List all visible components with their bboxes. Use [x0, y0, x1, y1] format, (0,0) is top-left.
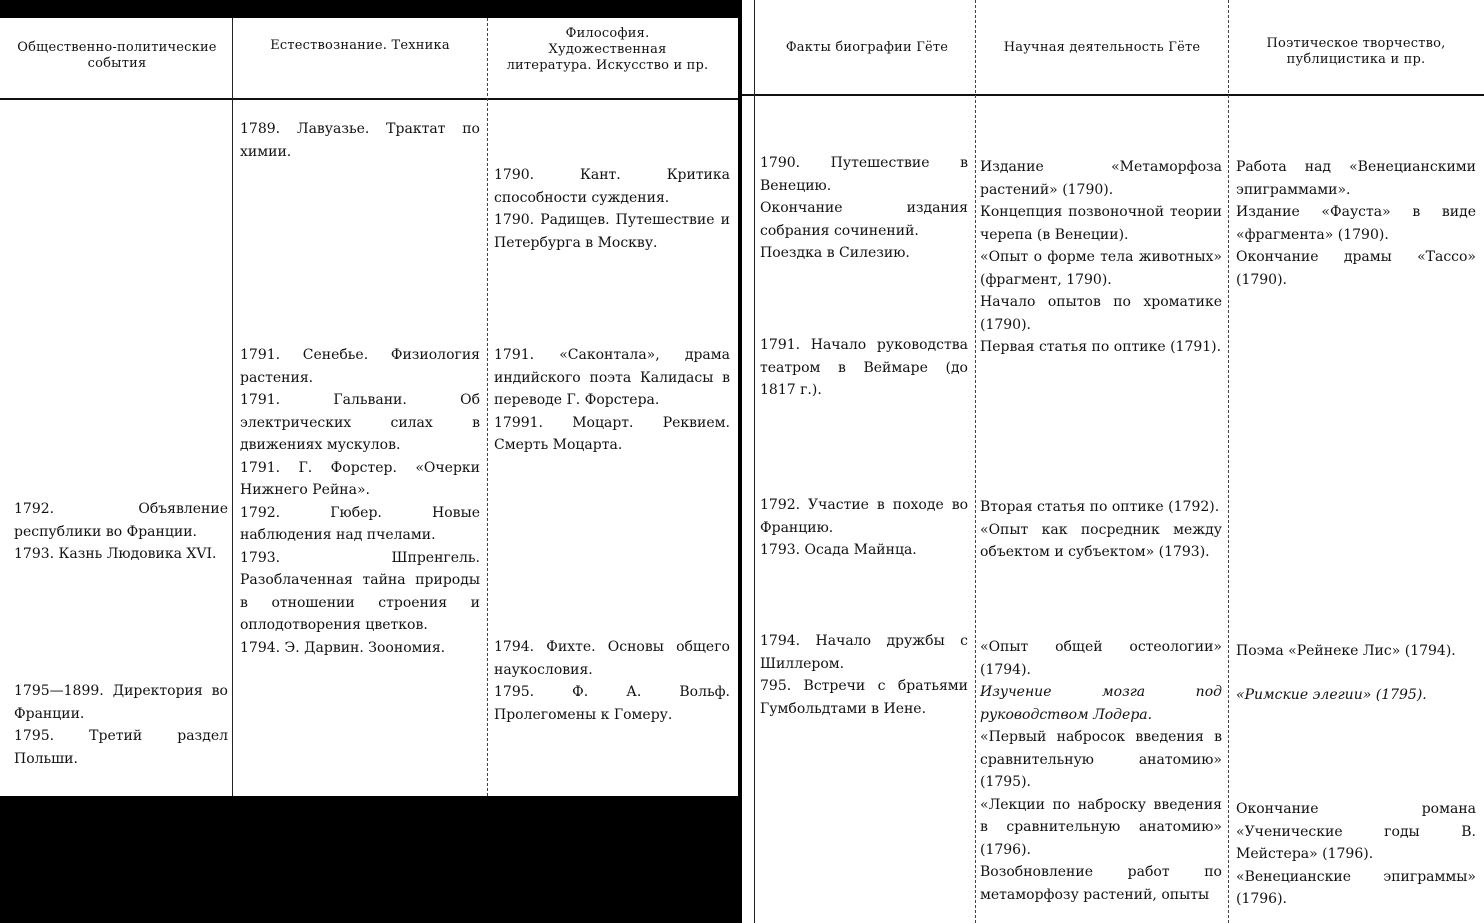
biography-entry: 1793. Осада Майнца.: [760, 542, 917, 558]
philosophy-entry: 1791. «Саконтала», драма индийского поэта Калидасы в переводе Г. Форстера.: [494, 347, 730, 408]
science-entry: 1793. Шпренгель. Разоблаченная тайна природы в отношении строения и оплодотворения цветков.: [240, 549, 480, 633]
political-events-cell: [14, 498, 228, 566]
political-event-entry: 1793. Казнь Людовика XVI.: [14, 546, 217, 562]
political-event-entry: 1792. Объявление республики во Франции.: [14, 501, 228, 540]
philosophy-cell: [494, 636, 730, 726]
scientific-cell: [980, 496, 1222, 564]
poetry-entry: Окончание драмы «Тассо» (1790).: [1236, 249, 1476, 288]
scientific-entry: Возобновление работ по метаморфозу растений, опыты: [980, 864, 1222, 903]
biography-entry: 1791. Начало руководства театром в Веймаре (до 1817 г.).: [760, 337, 968, 398]
scientific-entry: «Опыт общей остеологии» (1794).: [980, 639, 1222, 678]
scientific-cell: [980, 156, 1222, 359]
science-cell: [240, 118, 480, 163]
biography-cell: [760, 334, 968, 402]
right-page: [742, 0, 1484, 923]
poetry-cell: [1236, 156, 1476, 291]
header-rule: [742, 94, 1484, 96]
scientific-entry: «Опыт о форме тела животных» (фрагмент, 1790).: [980, 249, 1222, 288]
column-divider: [232, 18, 233, 796]
biography-cell: [760, 152, 968, 265]
header-poetry: Поэтическое творчество, публицистика и пр.: [1266, 36, 1446, 67]
philosophy-entry: 1795. Ф. А. Вольф. Пролегомены к Гомеру.: [494, 684, 730, 723]
poetry-cell: [1236, 798, 1476, 911]
philosophy-entry: 1790. Радищев. Путешествие и Петербурга в Москву.: [494, 212, 730, 251]
biography-entry: 795. Встречи с братьями Гумбольдтами в Иене.: [760, 678, 968, 717]
poetry-entry: Окончание романа «Ученические годы В. Мейстера» (1796).: [1236, 801, 1476, 862]
header-philosophy-literature: Философия. Художественная литература. Искусство и пр.: [506, 26, 709, 73]
philosophy-cell: [494, 164, 730, 254]
political-event-entry: 1795—1899. Директория во Франции.: [14, 683, 228, 722]
philosophy-cell: [494, 344, 730, 457]
philosophy-entry: 1790. Кант. Критика способности суждения.: [494, 167, 730, 206]
scientific-entry: Изучение мозга под руководством Лодера.: [980, 684, 1222, 723]
scientific-entry: «Опыт как посредник между объектом и субъектом» (1793).: [980, 521, 1222, 560]
philosophy-entry: 1794. Фихте. Основы общего наукословия.: [494, 639, 730, 678]
science-entry: 1791. Гальвани. Об электрических силах в движениях мускулов.: [240, 392, 480, 453]
left-page: [0, 18, 738, 796]
biography-entry: 1792. Участие в походе во Францию.: [760, 497, 968, 536]
philosophy-entry: 17991. Моцарт. Реквием. Смерть Моцарта.: [494, 414, 730, 453]
science-entry: 1794. Э. Дарвин. Зоономия.: [240, 639, 446, 656]
scientific-entry: Концепция позвоночной теории черепа (в Венеции).: [980, 204, 1222, 243]
column-divider: [487, 18, 488, 796]
poetry-cell: [1236, 640, 1476, 663]
political-events-cell: [14, 680, 228, 770]
poetry-entry: «Римские элегии» (1795).: [1236, 687, 1427, 703]
scientific-entry: «Первый набросок введения в сравнительную анатомию» (1795).: [980, 729, 1222, 790]
scientific-cell: [980, 636, 1222, 906]
scientific-entry: Начало опытов по хроматике (1790).: [980, 294, 1222, 333]
biography-entry: Окончание издания собрания сочинений.: [760, 200, 968, 239]
poetry-entry: «Венецианские эпиграммы» (1796).: [1236, 868, 1476, 907]
header-scientific-activity: Научная деятельность Гёте: [1003, 40, 1201, 55]
scientific-entry: Вторая статья по оптике (1792).: [980, 499, 1220, 515]
political-event-entry: 1795. Третий раздел Польши.: [14, 728, 228, 767]
scientific-entry: Издание «Метаморфоза растений» (1790).: [980, 159, 1222, 198]
biography-cell: [760, 494, 968, 562]
scientific-entry: «Лекции по наброску введения в сравнительную анатомию» (1796).: [980, 796, 1222, 858]
poetry-entry: Издание «Фауста» в виде «фрагмента» (1790).: [1236, 204, 1476, 243]
column-divider: [1228, 0, 1229, 923]
column-divider: [975, 0, 976, 923]
biography-entry: Поездка в Силезию.: [760, 245, 910, 261]
column-divider: [754, 0, 755, 923]
poetry-cell: [1236, 684, 1476, 707]
header-biography: Факты биографии Гёте: [785, 40, 949, 55]
header-rule: [0, 98, 738, 100]
poetry-entry: Работа над «Венецианскими эпиграммами».: [1236, 159, 1476, 198]
poetry-entry: Поэма «Рейнеке Лис» (1794).: [1236, 643, 1456, 659]
biography-entry: 1790. Путешествие в Венецию.: [760, 155, 968, 194]
science-entry: 1791. Г. Форстер. «Очерки Нижнего Рейна».: [240, 459, 480, 498]
biography-cell: [760, 630, 968, 720]
header-political-events: Общественно-политические события: [17, 40, 217, 71]
science-cell: [240, 344, 480, 659]
biography-entry: 1794. Начало дружбы с Шиллером.: [760, 633, 968, 672]
science-entry: 1789. Лавуазье. Трактат по химии.: [240, 121, 480, 160]
scientific-entry: Первая статья по оптике (1791).: [980, 339, 1222, 355]
header-natural-science: Естествознание. Техника: [270, 38, 450, 53]
science-entry: 1791. Сенебье. Физиология растения.: [240, 347, 480, 386]
science-entry: 1792. Гюбер. Новые наблюдения над пчелами.: [240, 504, 480, 543]
